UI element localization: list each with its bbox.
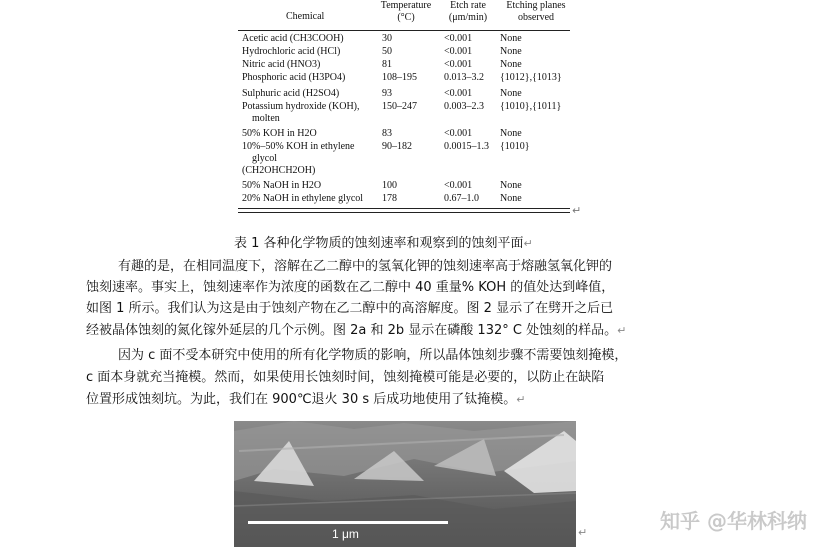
- table-caption: 表 1 各种化学物质的蚀刻速率和观察到的蚀刻平面↵: [234, 236, 533, 251]
- header-etch-rate: Etch rate (μm/min): [448, 0, 488, 23]
- paragraph-line: 有趣的是，在相同温度下，溶解在乙二醇中的氢氧化钾的蚀刻速率高于熔融氢氧化钾的: [118, 259, 613, 274]
- paragraph-line: 经被晶体蚀刻的氮化镓外延层的几个示例。图 2a 和 2b 显示在磷酸 132° C 处蚀刻的样品。↵: [86, 323, 627, 338]
- paragraph-mark: ↵: [572, 204, 582, 217]
- paragraph-mark: ↵: [578, 526, 588, 539]
- table-bottom-rule: [238, 208, 570, 213]
- paragraph-line: 因为 c 面不受本研究中使用的所有化学物质的影响，所以晶体蚀刻步骤不需要蚀刻掩模，: [118, 348, 628, 363]
- watermark: 知乎 @华林科纳: [660, 509, 807, 533]
- header-etching-planes: Etching planes observed: [506, 0, 566, 23]
- sem-texture: [234, 421, 576, 547]
- etch-rate-table: Chemical Temperature (°C) Etch rate (μm/min) Etching planes observed Acetic acid (CH3COOH) 30 <0.001 None Hydrochloric acid (HCl) 50 <0.001 None Nitric acid (HNO3) 81 <0.001 None Phosphoric acid (H3PO4) 108–195 0.013–3.2 {1012},{1013} Sulphuric acid (H2SO4) 93 <0.001 None Potassium hydroxide (KOH), 150–247 0.003–2.3 {1010},{1011} molten 50% KOH in H2O 83 <0.001 None 10%–50% KOH in ethylene 90–182 0.0015–1.3 {1010} glycol (CH2OHCH2OH) 50% NaOH in H2O 100 <0.001 None 20% NaOH in ethylene glycol 178 0.67–1.0 None: [238, 0, 570, 31]
- paragraph-line: 如图 1 所示。我们认为这是由于蚀刻产物在乙二醇中的高溶解度。图 2 显示了在劈开之后已: [86, 301, 614, 316]
- scale-bar: [248, 521, 448, 524]
- paragraph-line: 蚀刻速率。事实上，蚀刻速率作为浓度的函数在乙二醇中 40 重量% KOH 的值处达到峰值，: [86, 280, 615, 295]
- sem-micrograph: [234, 421, 576, 547]
- scale-label: 1 μm: [332, 527, 359, 541]
- header-chemical: Chemical: [286, 11, 325, 22]
- table-header: [238, 0, 570, 31]
- paragraph-line: 位置形成蚀刻坑。为此，我们在 900℃退火 30 s 后成功地使用了钛掩模。↵: [86, 392, 526, 407]
- paragraph-line: c 面本身就充当掩模。然而，如果使用长蚀刻时间，蚀刻掩模可能是必要的，以防止在缺陷: [86, 370, 605, 385]
- header-temperature: Temperature (°C): [380, 0, 432, 23]
